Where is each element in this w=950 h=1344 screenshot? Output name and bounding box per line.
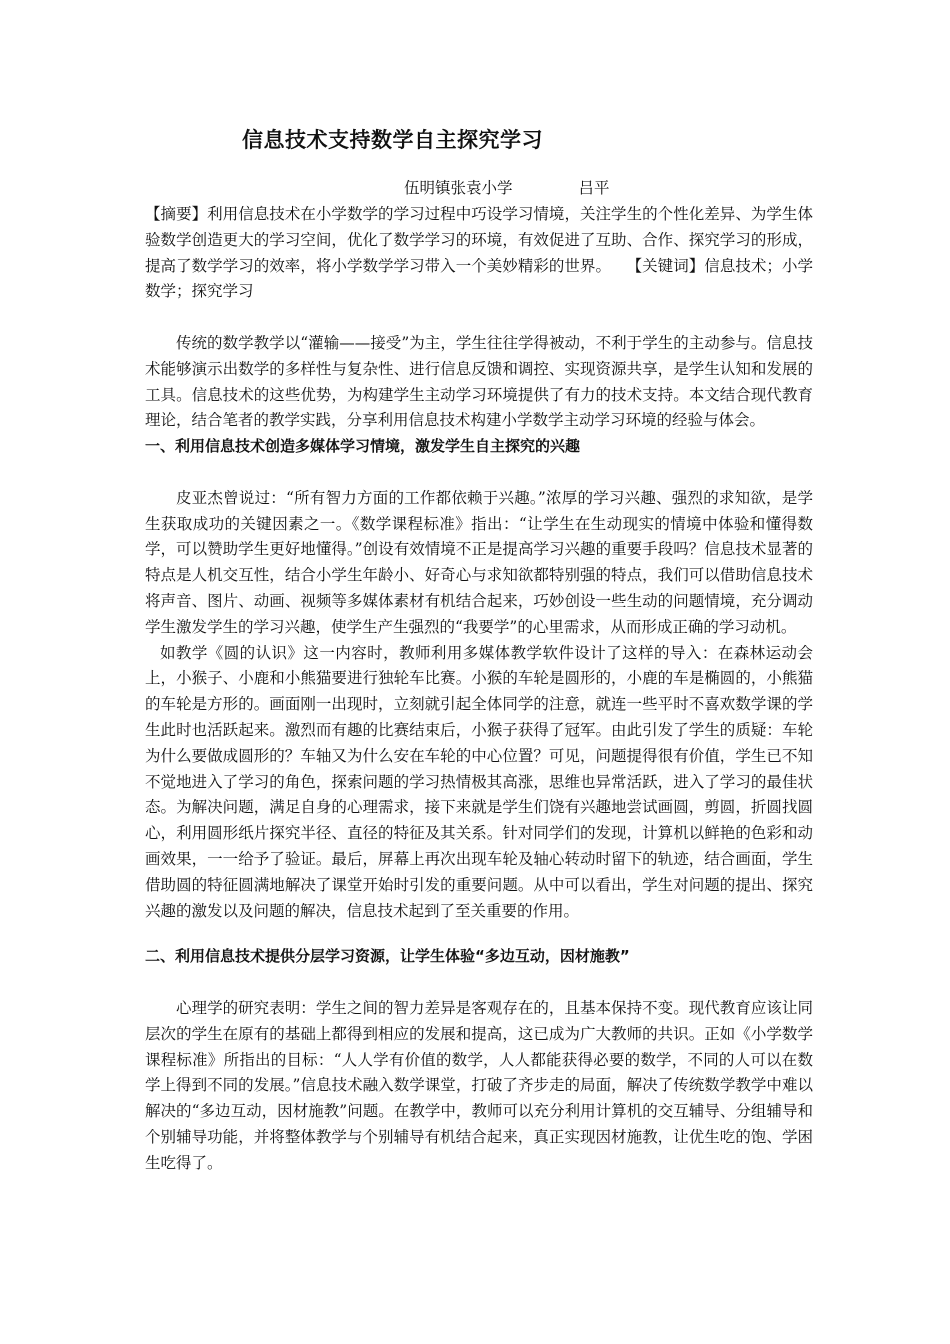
section1-paragraph-1: 皮亚杰曾说过：“所有智力方面的工作都依赖于兴趣。”浓厚的学习兴趣、强烈的求知欲，是学生获取成功的关键因素之一。《数学课程标准》指出：“让学生在生动现实的情境中体验和懂得数学，可以赞助学生更好地懂得。”创设有效情境不正是提高学习兴趣的重要手段吗？信息技术显著的特点是人机交互性，结合小学生年龄小、好奇心与求知欲都特别强的特点，我们可以借助信息技术将声音、图片、动画、视频等多媒体素材有机结合起来，巧妙创设一些生动的问题情境，充分调动学生激发学生的学习兴趣，使学生产生强烈的“我要学”的心里需求，从而形成正确的学习动机。 <box>145 488 813 636</box>
section-heading-1: 一、利用信息技术创造多媒体学习情境，激发学生自主探究的兴趣 <box>145 437 581 456</box>
abstract-paragraph: 【摘要】利用信息技术在小学数学的学习过程中巧设学习情境，关注学生的个性化差异、为学生体验数学创造更大的学习空间，优化了数学学习的环境，有效促进了互助、合作、探究学习的形成，提高了数学学习的效率，将小学数学学习带入一个美妙精彩的世界。 【关键词】信息技术；小学数学；探究学习 <box>145 205 813 301</box>
byline <box>404 176 610 200</box>
section2-paragraph-1: 心理学的研究表明：学生之间的智力差异是客观存在的，且基本保持不变。现代教育应该让同层次的学生在原有的基础上都得到相应的发展和提高，这已成为广大教师的共识。正如《小学数学课程标准》所指出的目标：“人人学有价值的数学，人人都能获得必要的数学，不同的人可以在数学上得到不同的发展。”信息技术融入数学课堂，打破了齐步走的局面，解决了传统数学教学中难以解决的“多边互动，因材施教”问题。在教学中，教师可以充分利用计算机的交互辅导、分组辅导和个别辅导功能，并将整体教学与个别辅导有机结合起来，真正实现因材施教，让优生吃的饱、学困生吃得了。 <box>145 998 813 1172</box>
section-heading-2: 二、利用信息技术提供分层学习资源，让学生体验“多边互动，因材施教” <box>145 947 630 966</box>
section1-paragraph-2: 如教学《圆的认识》这一内容时，教师利用多媒体教学软件设计了这样的导入：在森林运动会上，小猴子、小鹿和小熊猫要进行独轮车比赛。小猴的车轮是圆形的，小鹿的车是椭圆的，小熊猫的车轮是方形的。画面刚一出现时，立刻就引起全体同学的注意，就连一些平时不喜欢数学课的学生此时也活跃起来。激烈而有趣的比赛结束后，小猴子获得了冠军。由此引发了学生的质疑：车轮为什么要做成圆形的？车轴又为什么安在车轮的中心位置？可见，问题提得很有价值，学生已不知不觉地进入了学习的角色，探索问题的学习热情极其高涨，思维也异常活跃，进入了学习的最佳状态。为解决问题，满足自身的心理需求，接下来就是学生们饶有兴趣地尝试画圆，剪圆，折圆找圆心，利用圆形纸片探究半径、直径的特征及其关系。针对同学们的发现，计算机以鲜艳的色彩和动画效果，一一给予了验证。最后，屏幕上再次出现车轮及轴心转动时留下的轨迹，结合画面，学生借助圆的特征圆满地解决了课堂开始时引发的重要问题。从中可以看出，学生对问题的提出、探究兴趣的激发以及问题的解决，信息技术起到了至关重要的作用。 <box>145 643 813 920</box>
document-body <box>145 202 813 1176</box>
spacer <box>145 305 813 331</box>
author-name: 吕平 <box>578 179 610 197</box>
spacer <box>145 970 813 996</box>
school-name: 伍明镇张袁小学 <box>404 179 513 197</box>
spacer <box>145 460 813 486</box>
intro-paragraph: 传统的数学教学以“灌输——接受”为主，学生往往学得被动，不利于学生的主动参与。信息技术能够演示出数学的多样性与复杂性、进行信息反馈和调控、实现资源共享，是学生认知和发展的工具。信息技术的这些优势，为构建学生主动学习环境提供了有力的技术支持。本文结合现代教育理论，结合笔者的教学实践，分享利用信息技术构建小学数学主动学习环境的经验与体会。 <box>145 333 813 430</box>
document-title: 信息技术支持数学自主探究学习 <box>242 128 543 152</box>
spacer <box>145 924 813 944</box>
